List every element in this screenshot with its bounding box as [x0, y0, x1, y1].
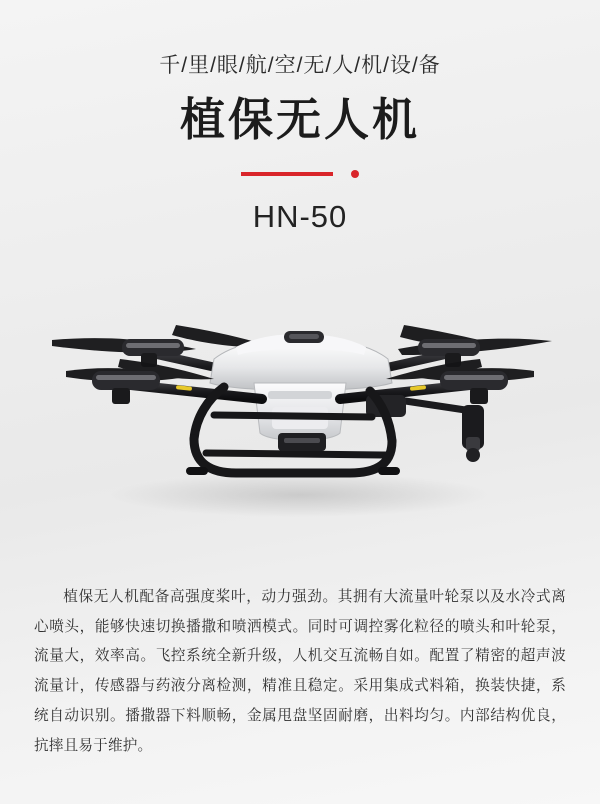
divider-bar [241, 172, 333, 176]
title-divider [241, 169, 359, 179]
page-title: 植保无人机 [179, 94, 420, 146]
product-description: 植保无人机配备高强度桨叶，动力强劲。其拥有大流量叶轮泵以及水冷式离心喷头，能够快速切换播撒和喷洒模式。同时可调控雾化粒径的喷头和叶轮泵，流量大，效率高。飞控系统全新升级，人机交互流畅自如。配置了精密的超声波流量计，传感器与药液分离检测，精准且稳定。采用集成式料箱，换装快捷，系统自动识别。播撒器下料顺畅，金属甩盘坚固耐磨，出料均匀。内部结构优良，抗摔且易于维护。 [34, 588, 566, 755]
brand-eyebrow: 千/里/眼/航/空/无/人/机/设/备 [159, 54, 441, 77]
model-number: HN-50 [252, 198, 348, 234]
poster-header [0, 0, 600, 235]
product-image [0, 287, 600, 547]
divider-dot [351, 170, 359, 178]
drone-illustration [0, 287, 600, 547]
